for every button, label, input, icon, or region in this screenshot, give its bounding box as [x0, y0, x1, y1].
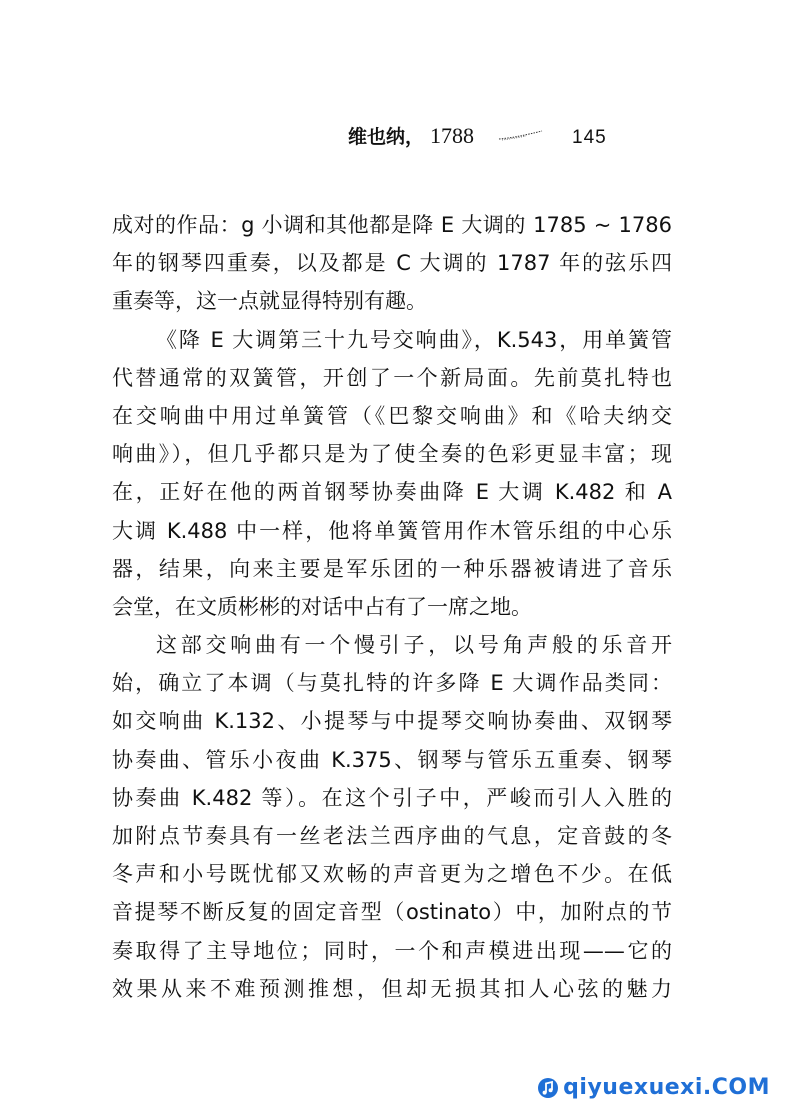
chapter-title-comma: ，	[405, 126, 425, 148]
text-line: 在交响曲中用过单簧管（《巴黎交响曲》和《哈夫纳交	[112, 403, 672, 428]
page-number: 145	[572, 127, 607, 148]
text-line: 加附点节奏具有一丝老法兰西序曲的气息，定音鼓的冬	[112, 824, 672, 848]
text-line: 代替通常的双簧管，开创了一个新局面。先前莫扎特也	[112, 365, 672, 390]
music-note-logo-icon	[537, 1077, 559, 1099]
text-line: 如交响曲 K.132、小提琴与中提琴交响协奏曲、双钢琴	[112, 709, 672, 734]
text-line: 会堂，在文质彬彬的对话中占有了一席之地。	[112, 594, 532, 619]
text-line: 效果从来不难预测推想，但却无损其扣人心弦的魅力	[112, 976, 672, 1001]
paragraph	[112, 626, 672, 1008]
running-head	[348, 122, 607, 152]
text-line: 响曲》），但几乎都只是为了使全奏的色彩更显丰富；现	[112, 442, 672, 467]
chapter-year: 1788	[430, 123, 475, 148]
text-line: 冬声和小号既忧郁又欢畅的声音更为之增色不少。在低	[112, 862, 672, 887]
text-line: 奏取得了主导地位；同时，一个和声模进出现——它的	[112, 938, 672, 963]
text-line: 成对的作品：g 小调和其他都是降 E 大调的 1785 ~ 1786	[112, 213, 672, 237]
text-line: 始，确立了本调（与莫扎特的许多降 E 大调作品类同：	[112, 671, 672, 696]
ornament-flourish-icon	[498, 128, 544, 140]
text-line: 协奏曲、管乐小夜曲 K.375、钢琴与管乐五重奏、钢琴	[112, 747, 672, 772]
paragraph	[112, 206, 672, 321]
watermark-text: qiyuexuexi.COM	[563, 1075, 770, 1100]
text-line: 重奏等，这一点就显得特别有趣。	[112, 289, 427, 314]
site-watermark	[537, 1075, 770, 1100]
text-line: 这部交响曲有一个慢引子，以号角声般的乐音开	[156, 633, 672, 658]
chapter-title: 维也纳	[348, 126, 406, 148]
paragraph	[112, 321, 672, 627]
text-line: 《降 E 大调第三十九号交响曲》，K.543，用单簧管	[156, 327, 672, 352]
text-line: 协奏曲 K.482 等）。在这个引子中，严峻而引人入胜的	[112, 785, 672, 810]
text-line: 器，结果，向来主要是军乐团的一种乐器被请进了音乐	[112, 556, 672, 581]
text-line: 年的钢琴四重奏，以及都是 C 大调的 1787 年的弦乐四	[112, 251, 672, 276]
body-text	[112, 206, 672, 1008]
text-line: 大调 K.488 中一样，他将单簧管用作木管乐组的中心乐	[112, 518, 672, 543]
text-line: 音提琴不断反复的固定音型（ostinato）中，加附点的节	[112, 900, 672, 925]
text-line: 在，正好在他的两首钢琴协奏曲降 E 大调 K.482 和 A	[112, 480, 672, 505]
